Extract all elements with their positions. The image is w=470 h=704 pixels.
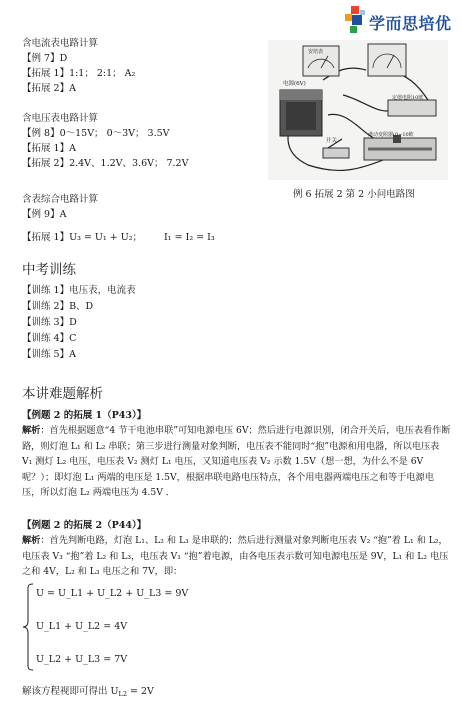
- analysis-title: 本讲难题解析: [22, 386, 103, 402]
- zhongkao-title: 中考训练: [22, 262, 76, 278]
- problem-1-title: 【例题 2 的拓展 1（P43）】: [22, 410, 147, 421]
- solution-text: ：首先根据题意“4 节干电池串联”可知电源电压 6V；然后进行电源识别，闭合开关后，电压表看作断路，则灯泡 L₁ 和 L₂ 串联；第三步进行测量对象判断，电压表不能同时“抱”电源和用电器，所以电压表 V₁ 测灯 L₂ 电压，电压表 V₂ 测灯 L₁ 电压，又知道电压表 V₂ 示数 1.5V（想一想，为什么不是 6V 呢？）；即灯泡 L₁ 两端的电压是 1.5V，根据串联电路电压特点，各个用电器两端电压之和等于电源电压，所以灯泡 L₂ 两端电压为 4.5V ．: [22, 425, 451, 498]
- logo-text: 学而思培优: [369, 14, 452, 33]
- conclusion-line: [22, 684, 154, 702]
- solution-label: 解析: [22, 425, 41, 436]
- conclusion-subscript: L2: [118, 690, 127, 698]
- solution-text: ：首先判断电路，灯泡 L₁、L₂ 和 L₃ 是串联的；然后进行测量对象判断电压表 V₂ “抱”着 L₁ 和 L₂，电压表 V₃ “抱”着 L₂ 和 L₃，电压表 V₁ “抱”着电源，由各电压表示数可知电源电压是 9V，L₁ 和 L₂ 电压之和 4V，L₂ 和 L₃ 电压之和 7V，即：: [22, 535, 449, 577]
- training-line: 【训练 2】B、D: [22, 301, 94, 312]
- answer-line: 【例 8】0～15V； 0～3V； 3.5V: [22, 128, 170, 139]
- logo-mark-icon: [345, 6, 367, 34]
- training-line: 【训练 4】C: [22, 333, 77, 344]
- extension-label: 【拓展 1】: [22, 232, 70, 243]
- label-resistor: 定值电阻10欧: [392, 95, 424, 101]
- equation-brace-icon: [22, 583, 34, 671]
- label-rheostat: 滑动变阻器(0~10欧: [368, 132, 414, 138]
- problem-1-solution: [22, 423, 452, 501]
- label-battery: 电源(6V): [283, 81, 306, 87]
- circuit-diagram-svg: [268, 40, 448, 180]
- equation-current: I₁ = I₂ = I₃: [164, 232, 215, 243]
- answer-line: 【例 7】D: [22, 53, 68, 64]
- equation-1: U = U_L1 + U_L2 + U_L3 = 9V: [36, 588, 189, 599]
- problem-2-title: 【例题 2 的拓展 2（P44）】: [22, 520, 147, 531]
- label-switch: 开关: [326, 138, 338, 144]
- equation-3: U_L2 + U_L3 = 7V: [36, 654, 128, 665]
- section-combined-heading: 含表综合电路计算: [22, 194, 99, 205]
- training-line: 【训练 5】A: [22, 349, 76, 360]
- answer-line: 【拓展 1】1:1； 2:1； A₂: [22, 68, 136, 79]
- equation-voltage: U₃ = U₁ + U₂；: [69, 232, 143, 243]
- answer-line: 【拓展 2】2.4V、1.2V、3.6V； 7.2V: [22, 158, 189, 169]
- problem-2-solution: [22, 533, 452, 580]
- conclusion-text: 解该方程视即可得出 U: [22, 686, 119, 697]
- answer-line: 【拓展 1】A: [22, 143, 76, 154]
- label-ammeter: 安培表: [308, 49, 324, 55]
- conclusion-value: = 2V: [126, 686, 154, 697]
- answer-line: 【拓展 2】A: [22, 83, 76, 94]
- section-current-heading: 含电流表电路计算: [22, 38, 99, 49]
- equation-2: U_L1 + U_L2 = 4V: [36, 621, 128, 632]
- section-voltage-heading: 含电压表电路计算: [22, 113, 99, 124]
- logo: [345, 6, 465, 36]
- circuit-diagram: [268, 40, 448, 180]
- diagram-caption: 例 6 拓展 2 第 2 小问电路图: [293, 189, 415, 200]
- answer-line: 【例 9】A: [22, 209, 67, 220]
- training-line: 【训练 1】电压表，电流表: [22, 285, 136, 296]
- solution-label: 解析: [22, 535, 41, 546]
- training-line: 【训练 3】D: [22, 317, 77, 328]
- extension-line: [22, 230, 215, 245]
